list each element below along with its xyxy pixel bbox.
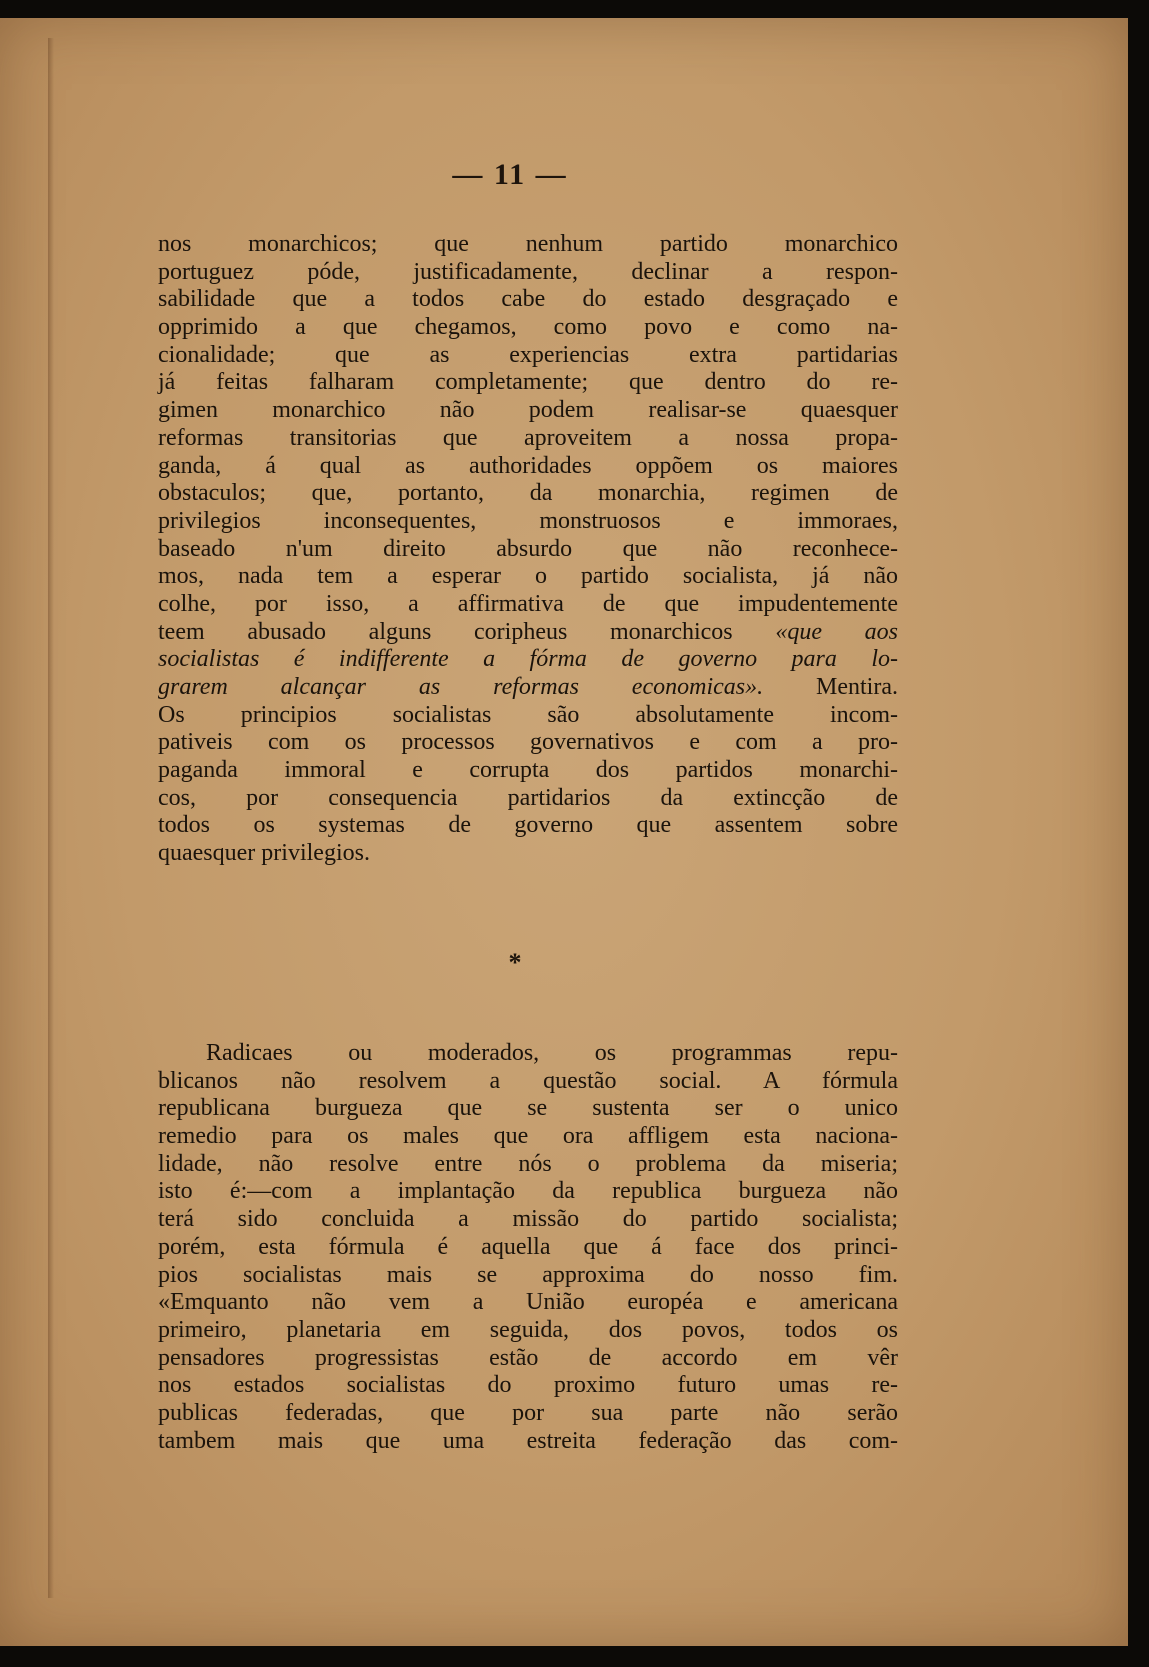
text-line xyxy=(158,674,898,702)
text-line xyxy=(158,1040,898,1068)
text-run: mos, nada tem a esperar o partido socialista, já não xyxy=(158,563,898,590)
text-run: Mentira. xyxy=(763,674,898,700)
text-run: publicas federadas, que por sua parte não serão xyxy=(158,1399,898,1426)
text-run: nos estados socialistas do proximo futuro umas re- xyxy=(158,1372,898,1399)
paragraph-1 xyxy=(158,231,898,868)
text-run: terá sido concluida a missão do partido socialista; xyxy=(158,1206,898,1233)
text-line xyxy=(158,314,898,342)
text-run: portuguez póde, justificadamente, declinar a respon- xyxy=(158,258,898,285)
text-run: teem abusado alguns coripheus monarchicos xyxy=(158,618,776,645)
page-number: — 11 — xyxy=(452,158,568,191)
text-run: pios socialistas mais se approxima do nosso fim. xyxy=(158,1261,898,1288)
text-run: remedio para os males que ora affligem esta naciona- xyxy=(158,1123,898,1150)
text-run: privilegios inconsequentes, monstruosos e immoraes, xyxy=(158,507,898,534)
paragraph-2 xyxy=(158,1040,898,1455)
text-line xyxy=(158,1206,898,1234)
text-run: Os principios socialistas são absolutamente incom- xyxy=(158,701,898,728)
text-line xyxy=(158,342,898,370)
text-run: já feitas falharam completamente; que dentro do re- xyxy=(158,369,898,396)
text-run: tambem mais que uma estreita federação das com- xyxy=(158,1427,898,1454)
text-run: gimen monarchico não podem realisar-se quaesquer xyxy=(158,397,898,424)
text-run: reformas transitorias que aproveitem a nossa propa- xyxy=(158,424,898,451)
text-line xyxy=(158,812,898,840)
text-line xyxy=(158,1345,898,1373)
text-run: baseado n'um direito absurdo que não reconhece- xyxy=(158,535,898,562)
text-run: blicanos não resolvem a questão social. A fórmula xyxy=(158,1067,898,1094)
text-run: cos, por consequencia partidarios da extincção de xyxy=(158,784,898,811)
text-run: colhe, por isso, a affirmativa de que impudentemente xyxy=(158,590,898,617)
text-line xyxy=(158,1151,898,1179)
text-run: ganda, á qual as authoridades oppõem os maiores xyxy=(158,452,898,479)
text-line xyxy=(158,1400,898,1428)
text-line xyxy=(158,757,898,785)
text-line xyxy=(158,369,898,397)
text-run: todos os systemas de governo que assentem sobre xyxy=(158,812,898,839)
text-line xyxy=(158,425,898,453)
text-run: nos monarchicos; que nenhum partido monarchico xyxy=(158,231,898,257)
text-line xyxy=(158,508,898,536)
text-run: opprimido a que chegamos, como povo e como na- xyxy=(158,314,898,341)
text-line xyxy=(158,1372,898,1400)
text-line xyxy=(158,619,898,647)
italic-quote-run: socialistas é indifferente a fórma de governo para lo- xyxy=(158,646,898,673)
text-run: cionalidade; que as experiencias extra partidarias xyxy=(158,341,898,368)
italic-quote-run: grarem alcançar as reformas economicas». xyxy=(158,674,764,700)
text-line xyxy=(158,729,898,757)
text-run: obstaculos; que, portanto, da monarchia, regimen de xyxy=(158,480,898,507)
text-line xyxy=(158,646,898,674)
text-run: sabilidade que a todos cabe do estado desgraçado e xyxy=(158,286,898,313)
italic-quote-run: «que aos xyxy=(775,618,898,645)
text-line xyxy=(158,259,898,287)
text-run: republicana burgueza que se sustenta ser o unico xyxy=(158,1095,898,1122)
text-line xyxy=(158,453,898,481)
text-line xyxy=(158,397,898,425)
text-run: «Emquanto não vem a União européa e americana xyxy=(158,1289,898,1316)
text-run: quaesquer privilegios. xyxy=(158,840,370,867)
text-line xyxy=(158,1178,898,1206)
text-line xyxy=(158,702,898,730)
text-line xyxy=(158,480,898,508)
text-run: primeiro, planetaria em seguida, dos povos, todos os xyxy=(158,1316,898,1343)
text-line xyxy=(158,231,898,259)
text-line xyxy=(158,1317,898,1345)
text-line xyxy=(158,1123,898,1151)
text-line xyxy=(158,563,898,591)
text-run: pensadores progressistas estão de accordo em vêr xyxy=(158,1344,898,1371)
text-line xyxy=(158,1068,898,1096)
text-run: isto é:—com a implantação da republica burgueza não xyxy=(158,1178,898,1205)
text-run: lidade, não resolve entre nós o problema da miseria; xyxy=(158,1150,898,1177)
section-separator: * xyxy=(508,948,522,977)
text-run: paganda immoral e corrupta dos partidos monarchi- xyxy=(158,757,898,784)
text-line xyxy=(158,286,898,314)
text-line xyxy=(158,1234,898,1262)
text-line xyxy=(158,1289,898,1317)
text-line xyxy=(158,840,898,868)
text-line xyxy=(158,1262,898,1290)
text-line xyxy=(158,785,898,813)
text-run: porém, esta fórmula é aquella que á face dos princi- xyxy=(158,1233,898,1260)
text-run: Radicaes ou moderados, os programmas repu- xyxy=(206,1040,898,1066)
text-line xyxy=(158,591,898,619)
text-line xyxy=(158,1095,898,1123)
text-line xyxy=(158,1428,898,1456)
book-page xyxy=(0,18,1128,1646)
text-run: pativeis com os processos governativos e com a pro- xyxy=(158,729,898,756)
text-line xyxy=(158,536,898,564)
